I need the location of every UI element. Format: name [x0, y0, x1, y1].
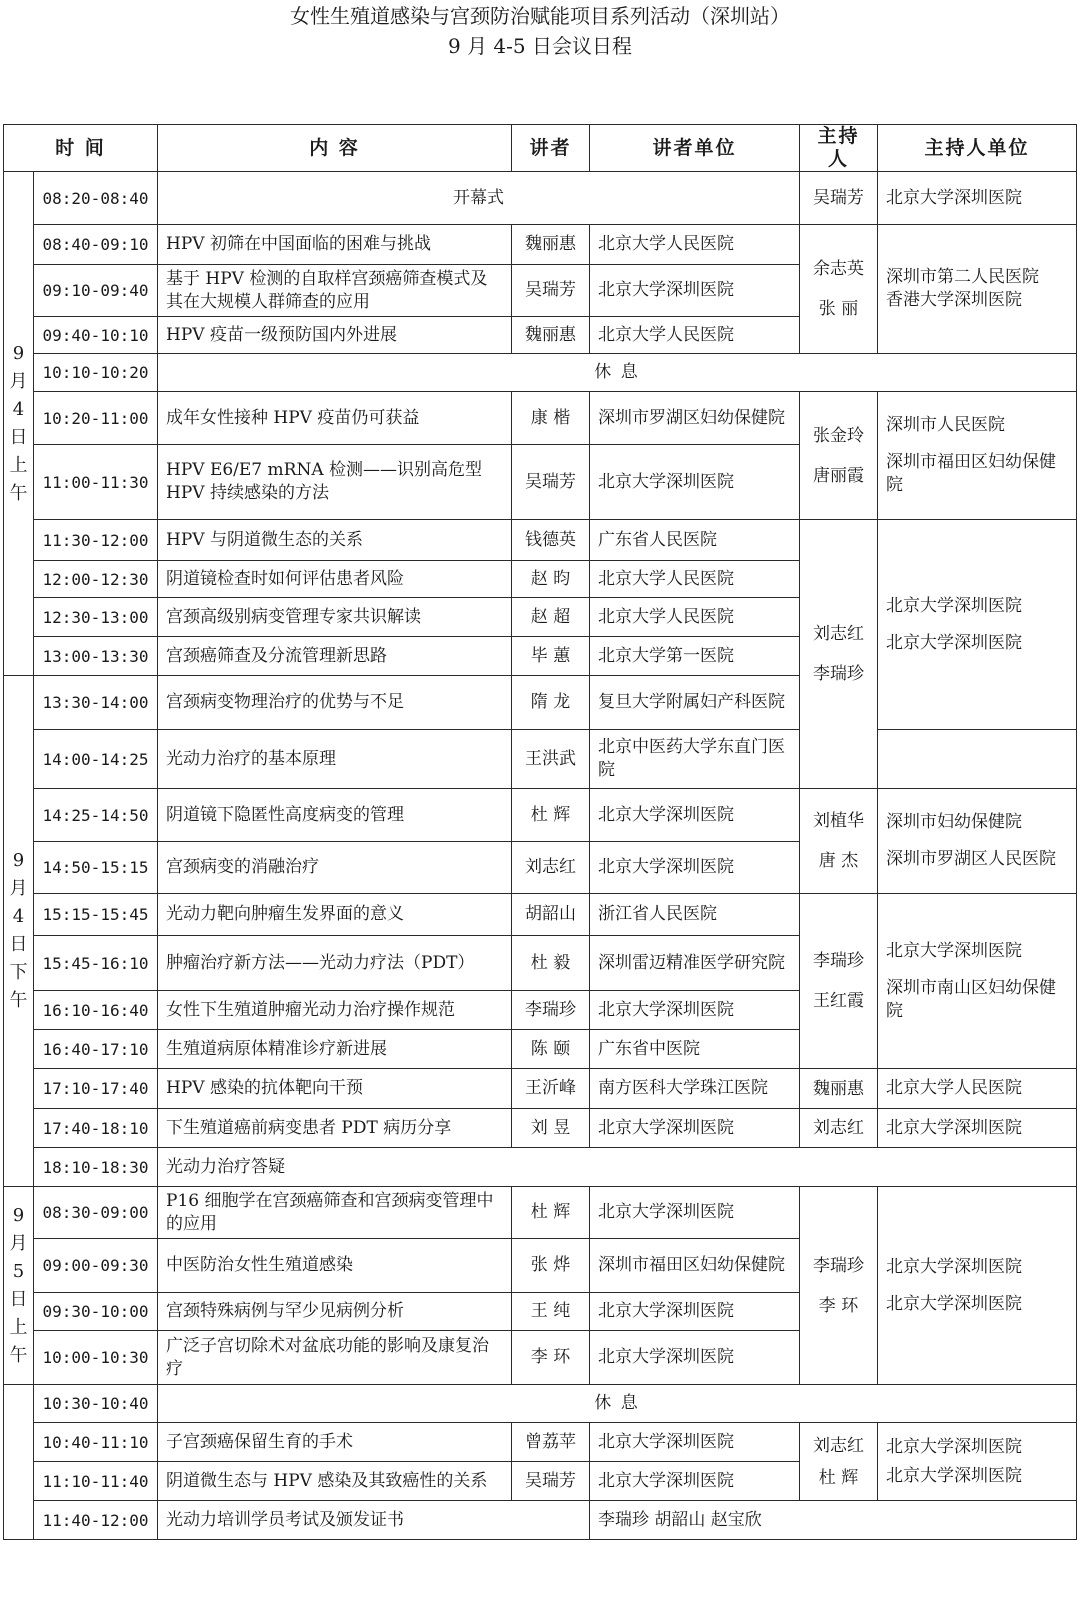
day-label: 9月4日上午: [4, 172, 34, 676]
content-cell: HPV 感染的抗体靶向干预: [158, 1069, 512, 1109]
content-cell: 肿瘤治疗新方法——光动力疗法（PDT）: [158, 936, 512, 991]
moderator-unit-cell: [878, 789, 1077, 894]
speaker-cell: 王沂峰: [512, 1069, 590, 1109]
speaker-cell: 王洪武: [512, 730, 590, 789]
content-cell: 女性下生殖道肿瘤光动力治疗操作规范: [158, 991, 512, 1030]
moderator-cell: [800, 789, 878, 894]
column-header-moderator: 主持人: [800, 125, 878, 172]
moderator-cell: [800, 1423, 878, 1501]
time-cell: 10:00-10:30: [34, 1331, 158, 1385]
speaker-cell: 杜 毅: [512, 936, 590, 991]
speaker-cell: 魏丽惠: [512, 317, 590, 354]
moderator-unit: 北京大学深圳医院: [886, 632, 1022, 653]
moderator-name: 吴瑞芳: [813, 188, 864, 208]
speaker-cell: 吴瑞芳: [512, 265, 590, 317]
day-label: 9月5日上午: [4, 1187, 34, 1385]
moderator-name: 李瑞珍: [813, 1255, 864, 1276]
speaker-unit-cell: 南方医科大学珠江医院: [590, 1069, 800, 1109]
content-cell: HPV 疫苗一级预防国内外进展: [158, 317, 512, 354]
table-row: [4, 730, 1077, 789]
moderator-name: 唐丽霞: [813, 465, 864, 486]
moderator-name: 刘志红: [813, 1118, 864, 1138]
time-cell: 11:10-11:40: [34, 1462, 158, 1501]
time-cell: 08:40-09:10: [34, 225, 158, 265]
time-cell: 11:40-12:00: [34, 1501, 158, 1540]
speaker-unit-cell: 复旦大学附属妇产科医院: [590, 676, 800, 730]
time-cell: 12:00-12:30: [34, 561, 158, 598]
moderator-cell: [800, 520, 878, 789]
moderator-unit: 北京大学深圳医院: [886, 1436, 1022, 1457]
moderator-name: 李瑞珍: [813, 951, 864, 971]
break-cell: 休 息: [158, 1385, 1077, 1423]
speaker-unit-cell: 深圳市罗湖区妇幼保健院: [590, 392, 800, 445]
moderator-unit-cell: [878, 225, 1077, 354]
moderator-name: 刘植华: [813, 811, 864, 831]
content-cell: 阴道微生态与 HPV 感染及其致癌性的关系: [158, 1462, 512, 1501]
moderator-unit: 北京大学深圳医院: [886, 940, 1022, 961]
moderator-unit-cell: [878, 392, 1077, 520]
speaker-cell: 刘 昱: [512, 1109, 590, 1148]
moderator-name: 刘志红: [813, 1435, 864, 1456]
moderator-name: 李 环: [818, 1295, 859, 1316]
speaker-cell: 王 纯: [512, 1293, 590, 1331]
speaker-cell: 刘志红: [512, 842, 590, 894]
content-cell: 开幕式: [158, 172, 800, 225]
moderator-cell: [800, 225, 878, 354]
table-row: [4, 1109, 1077, 1148]
time-cell: 14:25-14:50: [34, 789, 158, 842]
day-label: 9月4日下午: [4, 676, 34, 1187]
speaker-cell: 钱德英: [512, 520, 590, 561]
speaker-unit-cell: 北京大学人民医院: [590, 598, 800, 637]
content-cell: 子宫颈癌保留生育的手术: [158, 1423, 512, 1462]
content-cell: 广泛子宫切除术对盆底功能的影响及康复治疗: [158, 1331, 512, 1385]
moderator-unit: 深圳市罗湖区人民医院: [886, 849, 1056, 869]
moderator-unit: 北京大学深圳医院: [886, 1465, 1022, 1486]
column-header-speaker: 讲者: [512, 125, 590, 172]
time-cell: 13:00-13:30: [34, 637, 158, 676]
speaker-unit-cell: 李瑞珍 胡韶山 赵宝欣: [590, 1501, 1077, 1540]
content-cell: HPV 初筛在中国面临的困难与挑战: [158, 225, 512, 265]
table-row: [4, 1069, 1077, 1109]
moderator-name: 杜 辉: [818, 1467, 859, 1488]
moderator-cell: [800, 894, 878, 1069]
moderator-cell: [800, 172, 878, 225]
column-header-time: 时 间: [4, 125, 158, 172]
table-row: [4, 1501, 1077, 1540]
time-cell: 11:00-11:30: [34, 445, 158, 520]
moderator-unit-cell-empty: [878, 730, 1077, 789]
content-cell: HPV 与阴道微生态的关系: [158, 520, 512, 561]
time-cell: 10:30-10:40: [34, 1385, 158, 1423]
speaker-cell: 杜 辉: [512, 789, 590, 842]
speaker-cell: 赵 超: [512, 598, 590, 637]
time-cell: 08:30-09:00: [34, 1187, 158, 1239]
content-cell: 宫颈癌筛查及分流管理新思路: [158, 637, 512, 676]
content-cell: 光动力培训学员考试及颁发证书: [158, 1501, 590, 1540]
time-cell: 17:40-18:10: [34, 1109, 158, 1148]
table-row: [4, 225, 1077, 265]
moderator-name: 张金玲: [813, 425, 864, 446]
moderator-unit: 深圳市第二人民医院: [886, 267, 1039, 287]
table-row: [4, 172, 1077, 225]
speaker-unit-cell: 深圳市福田区妇幼保健院: [590, 1239, 800, 1293]
speaker-unit-cell: 北京大学深圳医院: [590, 842, 800, 894]
time-cell: 15:45-16:10: [34, 936, 158, 991]
content-cell: 光动力靶向肿瘤生发界面的意义: [158, 894, 512, 936]
moderator-unit: 香港大学深圳医院: [886, 290, 1022, 310]
moderator-cell: [800, 392, 878, 520]
time-cell: 16:10-16:40: [34, 991, 158, 1030]
column-header-moderator-unit: 主持人单位: [878, 125, 1077, 172]
time-cell: 17:10-17:40: [34, 1069, 158, 1109]
time-cell: 09:30-10:00: [34, 1293, 158, 1331]
moderator-name: 魏丽惠: [813, 1078, 864, 1099]
moderator-unit-cell: 北京大学人民医院: [878, 1069, 1077, 1109]
speaker-cell: 康 楷: [512, 392, 590, 445]
time-cell: 16:40-17:10: [34, 1030, 158, 1069]
speaker-cell: 隋 龙: [512, 676, 590, 730]
time-cell: 09:00-09:30: [34, 1239, 158, 1293]
moderator-cell: [800, 1069, 878, 1109]
table-row: [4, 789, 1077, 842]
time-cell: 14:50-15:15: [34, 842, 158, 894]
moderator-unit: 深圳市南山区妇幼保健院: [886, 977, 1056, 1021]
speaker-unit-cell: 北京大学深圳医院: [590, 1187, 800, 1239]
speaker-unit-cell: 广东省中医院: [590, 1030, 800, 1069]
moderator-unit: 北京大学深圳医院: [886, 1293, 1022, 1314]
table-header-row: [4, 125, 1077, 172]
schedule-table: [3, 124, 1077, 1540]
speaker-unit-cell: 北京大学深圳医院: [590, 789, 800, 842]
time-cell: 09:40-10:10: [34, 317, 158, 354]
speaker-cell: 陈 颐: [512, 1030, 590, 1069]
time-cell: 13:30-14:00: [34, 676, 158, 730]
speaker-unit-cell: 北京大学深圳医院: [590, 991, 800, 1030]
speaker-cell: 李 环: [512, 1331, 590, 1385]
moderator-unit: 北京大学深圳医院: [886, 1256, 1022, 1277]
content-cell: 宫颈病变的消融治疗: [158, 842, 512, 894]
content-cell: 光动力治疗答疑: [158, 1148, 1077, 1187]
time-cell: 15:15-15:45: [34, 894, 158, 936]
moderator-cell: [800, 1109, 878, 1148]
break-cell: 休 息: [158, 354, 1077, 392]
content-cell: 阴道镜下隐匿性高度病变的管理: [158, 789, 512, 842]
moderator-unit-cell: [878, 1187, 1077, 1385]
content-cell: 下生殖道癌前病变患者 PDT 病历分享: [158, 1109, 512, 1148]
time-cell: 08:20-08:40: [34, 172, 158, 225]
table-row: [4, 1423, 1077, 1462]
content-cell: 光动力治疗的基本原理: [158, 730, 512, 789]
speaker-unit-cell: 北京大学深圳医院: [590, 1293, 800, 1331]
page-title: 女性生殖道感染与宫颈防治赋能项目系列活动（深圳站）: [290, 4, 790, 28]
content-cell: 阴道镜检查时如何评估患者风险: [158, 561, 512, 598]
table-row: [4, 1187, 1077, 1239]
column-header-content: 内 容: [158, 125, 512, 172]
content-cell: 宫颈病变物理治疗的优势与不足: [158, 676, 512, 730]
speaker-unit-cell: 北京大学深圳医院: [590, 1109, 800, 1148]
moderator-name: 张 丽: [818, 299, 859, 319]
moderator-unit-cell: 北京大学深圳医院: [878, 172, 1077, 225]
time-cell: 10:40-11:10: [34, 1423, 158, 1462]
moderator-unit: 北京大学深圳医院: [886, 595, 1022, 616]
content-cell: 中医防治女性生殖道感染: [158, 1239, 512, 1293]
table-row: [4, 520, 1077, 561]
moderator-name: 余志英: [813, 259, 864, 279]
moderator-cell: [800, 1187, 878, 1385]
speaker-cell: 吴瑞芳: [512, 1462, 590, 1501]
speaker-cell: 胡韶山: [512, 894, 590, 936]
page-subtitle: 9 月 4-5 日会议日程: [447, 34, 632, 58]
time-cell: 09:10-09:40: [34, 265, 158, 317]
speaker-unit-cell: 北京大学人民医院: [590, 561, 800, 598]
content-cell: P16 细胞学在宫颈癌筛查和宫颈病变管理中的应用: [158, 1187, 512, 1239]
speaker-unit-cell: 北京中医药大学东直门医院: [590, 730, 800, 789]
content-cell: 宫颈特殊病例与罕少见病例分析: [158, 1293, 512, 1331]
speaker-cell: 杜 辉: [512, 1187, 590, 1239]
speaker-cell: 曾荔苹: [512, 1423, 590, 1462]
day-label: [4, 1385, 34, 1540]
speaker-unit-cell: 北京大学深圳医院: [590, 1423, 800, 1462]
moderator-unit-cell: [878, 894, 1077, 1069]
moderator-unit: 深圳市福田区妇幼保健院: [886, 452, 1056, 495]
moderator-unit: 深圳市人民医院: [886, 415, 1005, 435]
moderator-unit-cell: 北京大学深圳医院: [878, 1109, 1077, 1148]
moderator-name: 刘志红: [813, 624, 864, 644]
time-cell: 11:30-12:00: [34, 520, 158, 561]
table-row: [4, 1385, 1077, 1423]
speaker-unit-cell: 深圳雷迈精准医学研究院: [590, 936, 800, 991]
speaker-cell: 魏丽惠: [512, 225, 590, 265]
speaker-cell: 赵 昀: [512, 561, 590, 598]
column-header-speaker-unit: 讲者单位: [590, 125, 800, 172]
speaker-unit-cell: 北京大学深圳医院: [590, 1462, 800, 1501]
table-row: [4, 1148, 1077, 1187]
speaker-unit-cell: 北京大学深圳医院: [590, 1331, 800, 1385]
content-cell: 生殖道病原体精准诊疗新进展: [158, 1030, 512, 1069]
moderator-name: 唐 杰: [818, 851, 859, 871]
time-cell: 18:10-18:30: [34, 1148, 158, 1187]
moderator-name: 王红霞: [813, 991, 864, 1011]
speaker-cell: 张 烨: [512, 1239, 590, 1293]
speaker-cell: 李瑞珍: [512, 991, 590, 1030]
content-cell: 成年女性接种 HPV 疫苗仍可获益: [158, 392, 512, 445]
moderator-unit-cell: [878, 520, 1077, 730]
speaker-unit-cell: 北京大学深圳医院: [590, 445, 800, 520]
speaker-unit-cell: 浙江省人民医院: [590, 894, 800, 936]
table-row: [4, 392, 1077, 445]
content-cell: 宫颈高级别病变管理专家共识解读: [158, 598, 512, 637]
content-cell: HPV E6/E7 mRNA 检测——识别高危型 HPV 持续感染的方法: [158, 445, 512, 520]
table-row: [4, 894, 1077, 936]
speaker-unit-cell: 北京大学人民医院: [590, 317, 800, 354]
speaker-cell: 吴瑞芳: [512, 445, 590, 520]
table-row: [4, 354, 1077, 392]
moderator-unit: 深圳市妇幼保健院: [886, 812, 1022, 832]
speaker-unit-cell: 北京大学人民医院: [590, 225, 800, 265]
speaker-unit-cell: 北京大学深圳医院: [590, 265, 800, 317]
moderator-unit-cell: [878, 1423, 1077, 1501]
time-cell: 10:10-10:20: [34, 354, 158, 392]
content-cell: 基于 HPV 检测的自取样宫颈癌筛查模式及其在大规模人群筛查的应用: [158, 265, 512, 317]
moderator-name: 李瑞珍: [813, 664, 864, 684]
speaker-unit-cell: 广东省人民医院: [590, 520, 800, 561]
time-cell: 14:00-14:25: [34, 730, 158, 789]
time-cell: 12:30-13:00: [34, 598, 158, 637]
speaker-cell: 毕 蕙: [512, 637, 590, 676]
speaker-unit-cell: 北京大学第一医院: [590, 637, 800, 676]
time-cell: 10:20-11:00: [34, 392, 158, 445]
